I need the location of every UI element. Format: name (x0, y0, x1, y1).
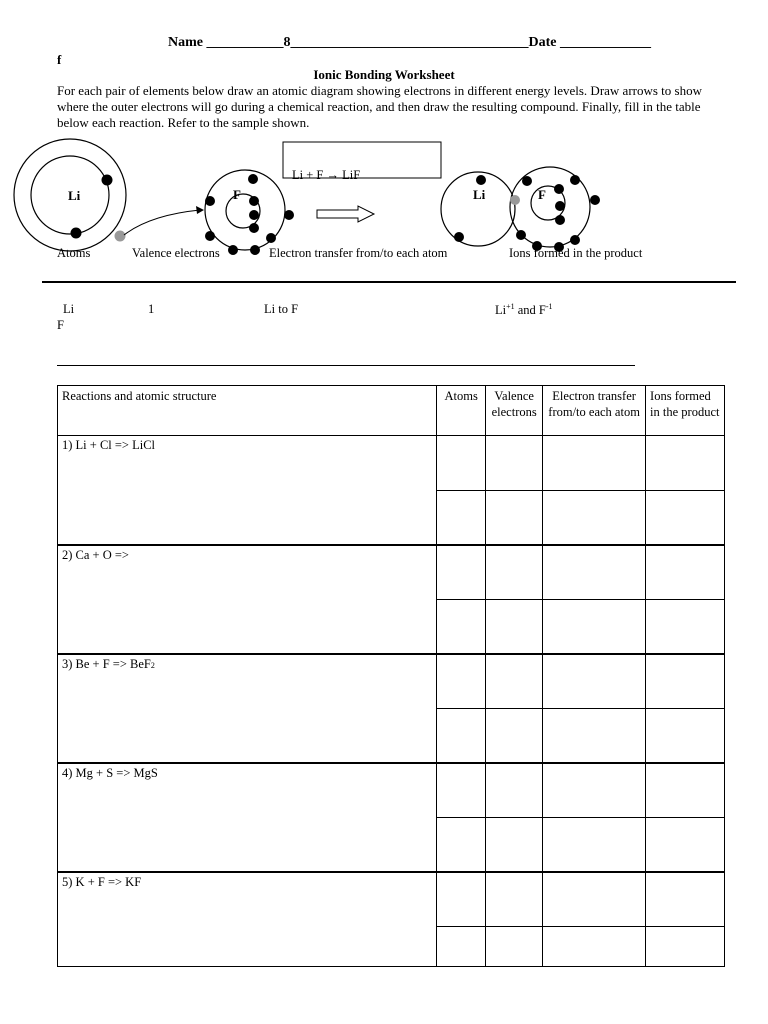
table-header-row (58, 386, 725, 436)
answer-cell[interactable] (437, 654, 486, 709)
answer-cell[interactable] (486, 545, 543, 600)
answer-cell[interactable] (543, 818, 646, 872)
answer-cell[interactable] (543, 927, 646, 967)
header-ions: Ions formed in the product (646, 386, 725, 436)
answer-cell[interactable] (646, 763, 725, 818)
sample-transfer: Li to F (264, 302, 299, 316)
reaction-3: 3) Be + F => BeF2 (58, 654, 437, 763)
equation-text: Li + F → LiF (292, 168, 361, 182)
sample-ions: $Li^{+1}$ and $F^{-1}$ (495, 302, 553, 318)
answer-cell[interactable] (543, 545, 646, 600)
answer-cell[interactable] (543, 654, 646, 709)
sample-valence: 1 (148, 302, 155, 316)
header-valence: Valence electrons (486, 386, 543, 436)
answer-cell[interactable] (486, 818, 543, 872)
reaction-2: 2) Ca + O => (58, 545, 437, 654)
answer-cell[interactable] (437, 709, 486, 763)
reaction-5: 5) K + F => KF (58, 872, 437, 967)
answer-cell[interactable] (646, 545, 725, 600)
answer-cell[interactable] (646, 927, 725, 967)
label-ions: Ions formed in the product (509, 246, 643, 260)
sample-atomic-diagram (0, 135, 768, 270)
table-row (58, 872, 725, 927)
answer-cell[interactable] (437, 763, 486, 818)
sample-atoms-li: Li (63, 302, 75, 316)
answer-cell[interactable] (646, 654, 725, 709)
answer-cell[interactable] (543, 436, 646, 491)
atom-f-label: F (233, 187, 241, 202)
answer-cell[interactable] (486, 654, 543, 709)
label-atoms: Atoms (57, 246, 91, 260)
product-li-label: Li (473, 187, 486, 202)
table-row (58, 545, 725, 600)
answer-cell[interactable] (646, 872, 725, 927)
table-row (58, 763, 725, 818)
answer-cell[interactable] (437, 545, 486, 600)
answer-cell[interactable] (543, 763, 646, 818)
answer-cell[interactable] (437, 491, 486, 545)
label-transfer: Electron transfer from/to each atom (269, 246, 448, 260)
answer-cell[interactable] (646, 709, 725, 763)
name-date-line: Name ___________8__________________________________Date _____________ (168, 35, 651, 50)
answer-cell[interactable] (646, 818, 725, 872)
section-divider (42, 281, 736, 283)
header-transfer: Electron transfer from/to each atom (543, 386, 646, 436)
answer-cell[interactable] (646, 600, 725, 654)
reaction-1: 1) Li + Cl => LiCl (58, 436, 437, 545)
header-reactions: Reactions and atomic structure (58, 386, 437, 436)
blank-rule (57, 365, 635, 366)
answer-cell[interactable] (646, 491, 725, 545)
header-atoms: Atoms (437, 386, 486, 436)
answer-cell[interactable] (543, 491, 646, 545)
worksheet-title: Ionic Bonding Worksheet (313, 67, 455, 82)
answer-cell[interactable] (437, 600, 486, 654)
answer-cell[interactable] (486, 927, 543, 967)
atom-li-label: Li (68, 188, 81, 203)
reaction-4: 4) Mg + S => MgS (58, 763, 437, 872)
sample-atoms-f: F (57, 318, 64, 332)
answer-cell[interactable] (486, 872, 543, 927)
product-f-label: F (538, 187, 546, 202)
instructions: For each pair of elements below draw an atomic diagram showing electrons in different energy levels. Draw arrows to show where the outer electrons will go during a chemical reaction, and then draw the resulting compound. Finally, fill in the table below each reaction. Refer to the sample shown. (57, 83, 702, 130)
answer-cell[interactable] (437, 872, 486, 927)
answer-cell[interactable] (486, 763, 543, 818)
reaction-table (57, 385, 725, 967)
label-valence: Valence electrons (132, 246, 220, 260)
table-row (58, 436, 725, 491)
answer-cell[interactable] (486, 600, 543, 654)
answer-cell[interactable] (486, 709, 543, 763)
answer-cell[interactable] (486, 436, 543, 491)
answer-cell[interactable] (543, 709, 646, 763)
answer-cell[interactable] (486, 491, 543, 545)
answer-cell[interactable] (646, 436, 725, 491)
answer-cell[interactable] (543, 872, 646, 927)
answer-cell[interactable] (437, 436, 486, 491)
table-row (58, 654, 725, 709)
answer-cell[interactable] (543, 600, 646, 654)
answer-cell[interactable] (437, 927, 486, 967)
answer-cell[interactable] (437, 818, 486, 872)
stray-letter: f (57, 52, 62, 67)
